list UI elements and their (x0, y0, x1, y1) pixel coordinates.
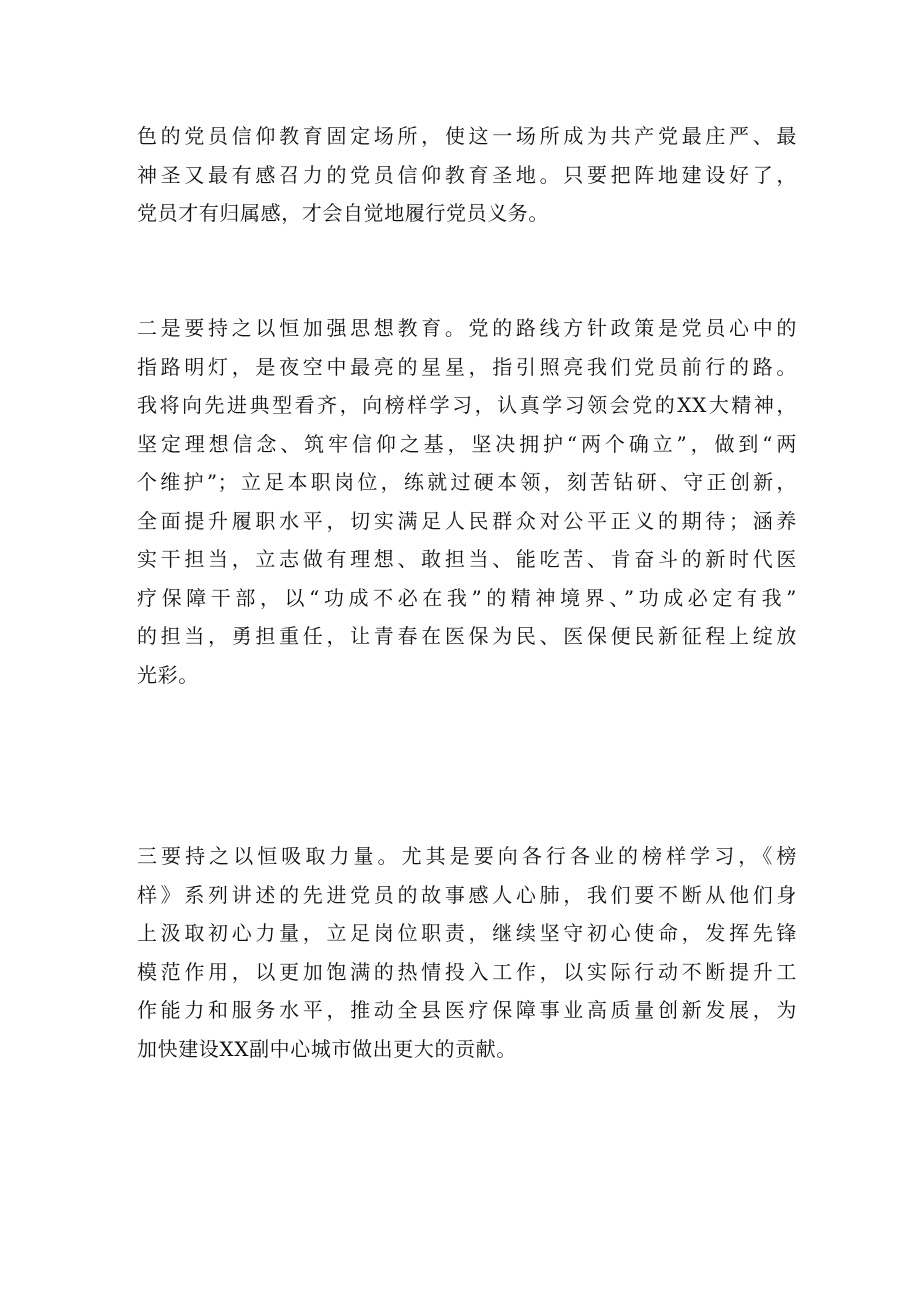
paragraph-line: 上汲取初心力量，立足岗位职责，继续坚守初心使命，发挥先锋 (137, 921, 797, 945)
paragraph-line: 神圣又最有感召力的党员信仰教育圣地。只要把阵地建设好了， (137, 162, 797, 187)
paragraph-line: 色的党员信仰教育固定场所，使这一场所成为共产党最庄严、最 (137, 124, 797, 148)
paragraph-line: 全面提升履职水平，切实满足人民群众对公平正义的期待；涵养 (137, 508, 797, 533)
paragraph-line: 实干担当，立志做有理想、敢担当、能吃苦、肯奋斗的新时代医 (137, 547, 797, 571)
paragraph-line: 样》系列讲述的先进党员的故事感人心肺，我们要不断从他们身 (137, 882, 797, 907)
paragraph-line: 模范作用，以更加饱满的热情投入工作，以实际行动不断提升工 (137, 959, 797, 984)
paragraph-2 (137, 309, 797, 694)
paragraph-line: 疗保障干部，以“功成不必在我”的精神境界、”功成必定有我” (137, 585, 797, 610)
paragraph-line: 加快建设XX副中心城市做出更大的贡献。 (137, 1036, 517, 1061)
paragraph-3 (137, 837, 797, 1068)
paragraph-line: 的担当，勇担重任，让青春在医保为民、医保便民新征程上绽放 (137, 624, 797, 648)
paragraph-line: 党员才有归属感，才会自觉地履行党员义务。 (137, 201, 549, 225)
paragraph-line: 我将向先进典型看齐，向榜样学习，认真学习领会党的XX大精神， (137, 393, 797, 417)
paragraph-1 (137, 117, 797, 233)
paragraph-line: 坚定理想信念、筑牢信仰之基，坚决拥护“两个确立”，做到“两 (137, 431, 797, 456)
paragraph-line: 光彩。 (137, 662, 199, 687)
paragraph-line: 作能力和服务水平，推动全县医疗保障事业高质量创新发展，为 (137, 998, 797, 1022)
paragraph-line: 三要持之以恒吸取力量。尤其是要向各行各业的榜样学习，《榜 (137, 844, 797, 868)
paragraph-line: 个维护”；立足本职岗位，练就过硬本领，刻苦钻研、守正创新， (137, 470, 797, 494)
paragraph-line: 指路明灯，是夜空中最亮的星星，指引照亮我们党员前行的路。 (137, 354, 797, 379)
paragraph-line: 二是要持之以恒加强思想教育。党的路线方针政策是党员心中的 (137, 316, 797, 340)
